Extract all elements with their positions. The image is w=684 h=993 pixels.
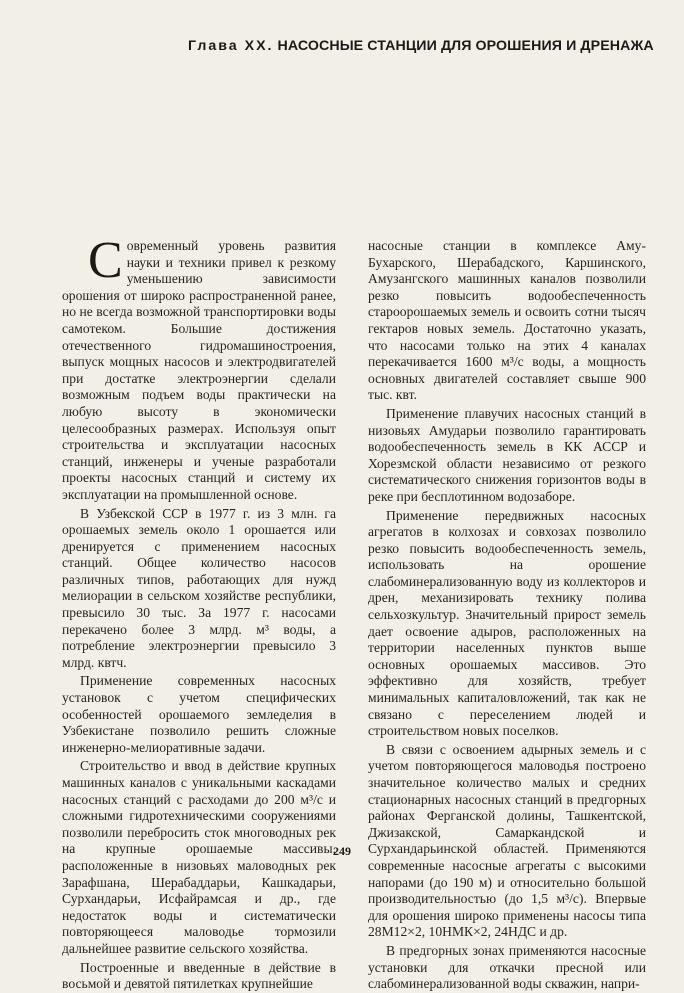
right-column — [368, 238, 646, 993]
drop-cap: С — [88, 232, 123, 289]
paragraph-mobile-units: Применение передвижных насосных агрегатов в колхозах и совхозах позволило резко повысить водообеспеченность земель, использовать на орошение слабоминерализованную воду из коллекторов и дрен, механизировать технику полива сельхозкультур. Значительный прирост земель дает освоение адыров, расположенных на территории населенных пунктов выше основных орошаемых массивов. Это эффективно для хозяйств, требует минимальных капиталовложений, так как не связано с переселением людей и строительством новых поселков. — [368, 507, 646, 739]
paragraph-adyr-lands: В связи с освоением адырных земель и с учетом повторяющегося маловодья построено значительное количество малых и средних стационарных насосных станций в предгорных районах Ферганской долины, Ташкентской, Джизакской, Самаркандской и Сурхандарьинской областей. Применяются современные насосные агрегаты с высокими напорами (до 190 м) и относительно большой производительностью (до 1,5 м³/с). Впервые для орошения широко применены насосы типа 28М12×2, 10НМК×2, 24НДС и др. — [368, 741, 646, 940]
paragraph-intro-text: овременный уровень развития науки и техники привел к резкому уменьшению зависимости орошения от широко распространенной ранее, но не всегда возможной транспортировки воды самотеком. Большие достижения отечественного гидромашиностроения, выпуск мощных насосов и электродвигателей при достатке электроэнергии сделали возможным подъем воды практически на любую высоту в экономически целесообразных размерах. Используя опыт строительства и эксплуатации насосных станций, инженеры и ученые разработали проекты насосных станций и систему их эксплуатации на промышленной основе. — [62, 238, 336, 502]
paragraph-floating-stations: Применение плавучих насосных станций в низовьях Амударьи позволило гарантировать водообеспеченность земель в КК АССР и Хорезмской области независимо от резкого систематического снижения горизонтов воды в реке при бесплотинном водозаборе. — [368, 405, 646, 504]
paragraph-continuation: насосные станции в комплексе Аму-Бухарского, Шерабадского, Каршинского, Амузангского машинных каналов позволили резко повысить водообеспеченность староорошаемых земель и освоить сотни тысяч гектаров новых земель. Достаточно указать, что насосами только на этих 4 каналах перекачивается 1600 м³/с воды, а мощность основных двигателей составляет свыше 900 тыс. квт. — [368, 238, 646, 403]
paragraph-machine-canals: Строительство и ввод в действие крупных машинных каналов с уникальными каскадами насосных станций с расходами до 200 м³/с и сложными гидротехническими сооружениями позволили перебросить сток многоводных рек на крупные орошаемые массивы, расположенные в низовьях маловодных рек Зарафшана, Шерабаддарьи, Кашкадарьи, Сурхандарьи, Исфайрамсая и др., где недостаток воды и систематически повторяющееся маловодье тормозили дальнейшее развитие сельского хозяйства. — [62, 758, 336, 956]
paragraph-foothill-zones: В предгорных зонах применяются насосные установки для откачки пресной или слабоминерализованной воды скважин, напри- — [368, 942, 646, 992]
page-number: 249 — [333, 844, 351, 858]
chapter-label: Глава XX. — [188, 38, 274, 54]
running-header — [188, 38, 668, 54]
paragraph-five-year-plans: Построенные и введенные в действие в восьмой и девятой пятилетках крупнейшие — [62, 959, 336, 992]
chapter-title: НАСОСНЫЕ СТАНЦИИ ДЛЯ ОРОШЕНИЯ И ДРЕНАЖА — [277, 38, 654, 54]
paragraph-modern-pumps: Применение современных насосных установок с учетом специфических особенностей орошаемого земледелия в Узбекистане позволило решить сложные инженерно-мелиоративные задачи. — [62, 673, 336, 755]
paragraph-uzbek-ssr: В Узбекской ССР в 1977 г. из 3 млн. га орошаемых земель около 1 орошается или дренируется с применением насосных станций. Общее количество насосов различных типов, работающих для нужд мелиорации в сельском хозяйстве республики, превысило 30 тыс. За 1977 г. насосами перекачено более 3 млрд. м³ воды, а потребление электроэнергии превысило 3 млрд. квтч. — [62, 505, 336, 670]
paragraph-intro — [62, 232, 336, 504]
left-column — [62, 232, 336, 993]
